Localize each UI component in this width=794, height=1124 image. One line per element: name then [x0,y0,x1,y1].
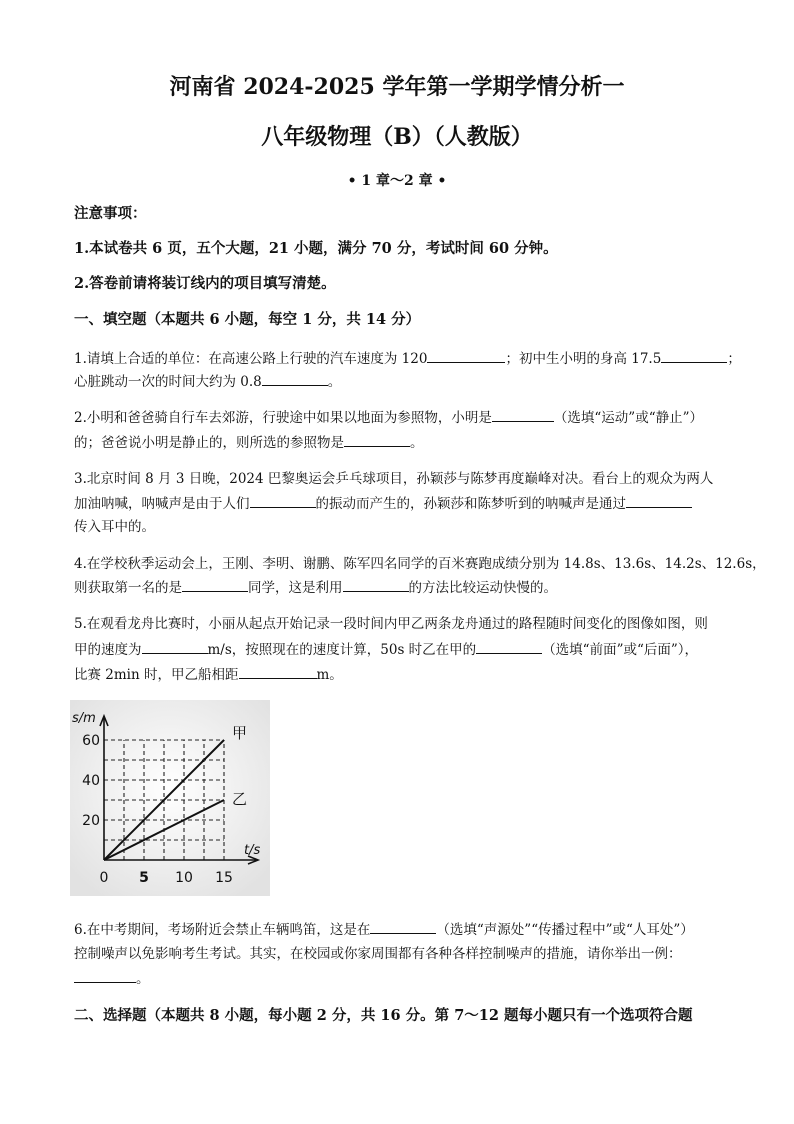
answer-blank[interactable] [182,576,248,592]
answer-blank[interactable] [262,370,328,386]
x-tick-label: 0 [99,870,109,886]
question-5-line-1: 5.在观看龙舟比赛时，小丽从起点开始记录一段时间内甲乙两条龙舟通过的路程随时间变化的图像如图，则 [74,616,708,632]
answer-blank[interactable] [476,638,542,654]
notice-item-1: 1.本试卷共 6 页，五个大题，21 小题，满分 70 分，考试时间 60 分钟。 [74,240,558,257]
question-6-line-1: 6.在中考期间，考场附近会禁止车辆鸣笛，这是在 （选填“声源处”“传播过程中”或“人耳处”） [74,918,734,941]
section-2-heading: 二、选择题（本题共 8 小题，每小题 2 分，共 16 分。第 7～12 题每小题只有一个选项符合题 [74,1007,693,1024]
question-3-line-2: 加油呐喊，呐喊声是由于人们 的振动而产生的，孙颖莎和陈梦听到的呐喊声是通过 [74,492,734,515]
question-4-line-1: 4.在学校秋季运动会上，王刚、李明、谢鹏、陈军四名同学的百米赛跑成绩分别为 14.8s、13.6s、14.2s、12.6s， [74,556,766,572]
answer-blank[interactable] [492,406,554,422]
section-1-heading: 一、填空题（本题共 6 小题，每空 1 分，共 14 分） [74,311,421,328]
series-jia-label: 甲 [232,724,248,742]
x-tick-label: 10 [175,870,193,886]
x-tick-label: 15 [215,870,233,886]
question-1-line-2: 心脏跳动一次的时间大约为 0.8 。 [74,370,734,393]
question-2-line-2: 的；爸爸说小明是静止的，则所选的参照物是 。 [74,431,734,454]
y-axis-label: s/m [72,711,96,726]
question-4-line-2: 则获取第一名的是 同学，这是利用 的方法比较运动快慢的。 [74,576,734,599]
x-tick-label: 5 [139,870,149,886]
question-5-line-2: 甲的速度为 m/s，按照现在的速度计算，50s 时乙在甲的 （选填“前面”或“后面”）， [74,638,734,661]
answer-blank[interactable] [74,967,136,983]
question-3-line-3: 传入耳中的。 [74,519,155,535]
distance-time-graph [70,700,270,896]
question-2-line-1: 2.小明和爸爸骑自行车去郊游，行驶途中如果以地面为参照物，小明是 （选填“运动”或“静止”） [74,406,734,429]
answer-blank[interactable] [250,492,316,508]
notice-heading: 注意事项： [74,205,147,222]
question-3-line-1: 3.北京时间 8 月 3 日晚，2024 巴黎奥运会乒乓球项目，孙颖莎与陈梦再度巅峰对决。看台上的观众为两人 [74,471,714,487]
chapter-range: • 1 章～2 章 • [347,173,447,189]
question-5-line-3: 比赛 2min 时，甲乙船相距 m。 [74,663,734,686]
answer-blank[interactable] [661,347,727,363]
y-tick-label: 60 [82,733,100,749]
answer-blank[interactable] [344,431,410,447]
y-tick-label: 40 [82,773,100,789]
answer-blank[interactable] [239,663,317,679]
question-1-line-1: 1.请填上合适的单位：在高速公路上行驶的汽车速度为 120 ；初中生小明的身高 17.5 ； [74,347,734,370]
series-yi-label: 乙 [232,790,248,808]
notice-item-2: 2.答卷前请将装订线内的项目填写清楚。 [74,275,336,292]
exam-title: 河南省 2024-2025 学年第一学期学情分析一 [169,74,625,100]
x-axis-label: t/s [244,843,261,858]
answer-blank[interactable] [142,638,208,654]
answer-blank[interactable] [626,492,692,508]
exam-subtitle: 八年级物理（B）（人教版） [261,124,533,150]
y-tick-label: 20 [82,813,100,829]
answer-blank[interactable] [370,918,436,934]
question-6-line-3: 。 [74,967,734,990]
answer-blank[interactable] [343,576,409,592]
answer-blank[interactable] [427,347,505,363]
question-6-line-2: 控制噪声以免影响考生考试。其实，在校园或你家周围都有各种各样控制噪声的措施，请你举出一例： [74,946,682,962]
